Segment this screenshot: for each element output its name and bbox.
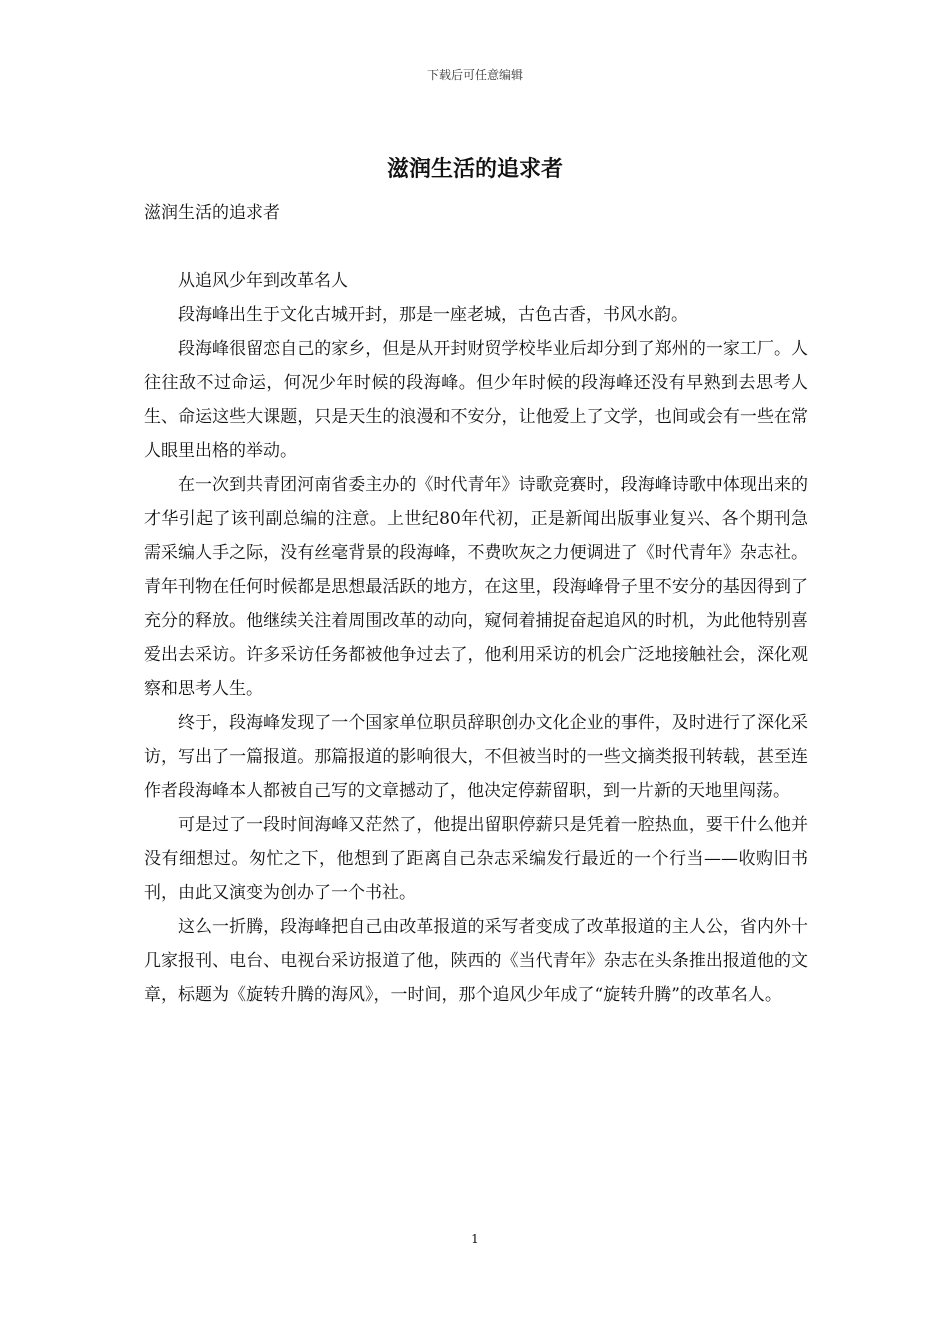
page-number: 1 — [471, 1232, 479, 1246]
blank-line — [144, 230, 808, 264]
paragraph: 在一次到共青团河南省委主办的《时代青年》诗歌竞赛时，段海峰诗歌中体现出来的才华引起了该刊副总编的注意。上世纪80年代初，正是新闻出版事业复兴、各个期刊急需采编人手之际，没有丝毫背景的段海峰，不费吹灰之力便调进了《时代青年》杂志社。青年刊物在任何时候都是思想最活跃的地方，在这里，段海峰骨子里不安分的基因得到了充分的释放。他继续关注着周围改革的动向，窥伺着捕捉奋起追风的时机，为此他特别喜爱出去采访。许多采访任务都被他争过去了，他利用采访的机会广泛地接触社会，深化观察和思考人生。 — [144, 475, 808, 699]
paragraph: 这么一折腾，段海峰把自己由改革报道的采写者变成了改革报道的主人公，省内外十几家报刊、电台、电视台采访报道了他，陕西的《当代青年》杂志在头条推出报道他的文章，标题为《旋转升腾的海风》，一时间，那个追风少年成了“旋转升腾”的改革名人。 — [144, 917, 808, 1005]
document-body — [144, 196, 808, 1012]
section-heading: 从追风少年到改革名人 — [178, 271, 348, 291]
subtitle: 滋润生活的追求者 — [144, 203, 280, 223]
page-header-note: 下载后可任意编辑 — [426, 68, 523, 82]
paragraph: 段海峰出生于文化古城开封，那是一座老城，古色古香，书风水韵。 — [178, 305, 688, 325]
paragraph: 可是过了一段时间海峰又茫然了，他提出留职停薪只是凭着一腔热血，要干什么他并没有细想过。匆忙之下，他想到了距离自己杂志采编发行最近的一个行当——收购旧书刊，由此又演变为创办了一个书社。 — [144, 815, 808, 903]
paragraph: 段海峰很留恋自己的家乡，但是从开封财贸学校毕业后却分到了郑州的一家工厂。人往往敌不过命运，何况少年时候的段海峰。但少年时候的段海峰还没有早熟到去思考人生、命运这些大课题，只是天生的浪漫和不安分，让他爱上了文学，也间或会有一些在常人眼里出格的举动。 — [144, 339, 808, 461]
paragraph: 终于，段海峰发现了一个国家单位职员辞职创办文化企业的事件，及时进行了深化采访，写出了一篇报道。那篇报道的影响很大，不但被当时的一些文摘类报刊转载，甚至连作者段海峰本人都被自己写的文章撼动了，他决定停薪留职，到一片新的天地里闯荡。 — [144, 713, 808, 801]
document-title: 滋润生活的追求者 — [386, 156, 563, 182]
